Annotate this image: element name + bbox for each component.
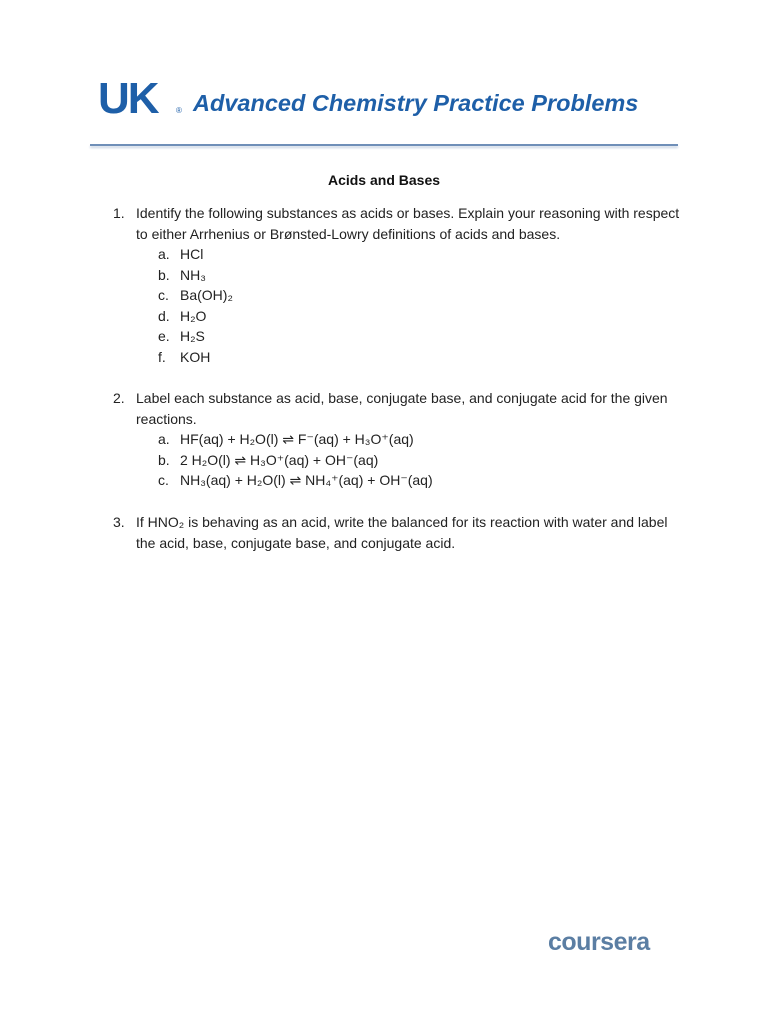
item-label: a.	[158, 431, 170, 447]
question-1	[113, 203, 683, 373]
item-label: b.	[158, 266, 170, 283]
page-title: Advanced Chemistry Practice Problems	[193, 90, 639, 116]
item-label: d.	[158, 307, 170, 324]
registered-mark: ®	[176, 106, 182, 115]
question-text: Identify the following substances as acids or bases. Explain your reasoning with respect to either Arrhenius or Brønsted-Lowry definitions of acids and bases.	[136, 205, 680, 242]
item-text: Ba(OH)₂	[180, 287, 233, 303]
question-3	[113, 512, 683, 557]
uk-logo	[98, 74, 182, 123]
item-label: f.	[158, 348, 166, 365]
item-text: H₂S	[180, 328, 205, 344]
question-number: 3.	[113, 514, 125, 530]
question-text: If HNO₂ is behaving as an acid, write the balanced for its reaction with water and label the acid, base, conjugate base, and conjugate acid.	[136, 514, 668, 551]
item-text: H₂O	[180, 307, 207, 324]
reaction-equation: NH₃(aq) + H₂O(l) ⇌ NH₄⁺(aq) + OH⁻(aq)	[180, 472, 433, 488]
uk-logo-text: UK	[98, 74, 158, 123]
reaction-equation: HF(aq) + H₂O(l) ⇌ F⁻(aq) + H₃O⁺(aq)	[180, 431, 414, 447]
item-label: c.	[158, 472, 169, 488]
item-label: e.	[158, 328, 170, 344]
item-label: a.	[158, 246, 170, 262]
coursera-logo: coursera	[548, 928, 650, 956]
reaction-equation: 2 H₂O(l) ⇌ H₃O⁺(aq) + OH⁻(aq)	[180, 451, 379, 468]
question-number: 1.	[113, 205, 125, 221]
item-text: HCl	[180, 246, 204, 262]
question-number: 2.	[113, 390, 125, 406]
header	[98, 74, 678, 124]
item-label: b.	[158, 451, 170, 468]
question-text: Label each substance as acid, base, conjugate base, and conjugate acid for the given reactions.	[136, 390, 668, 427]
item-label: c.	[158, 287, 169, 303]
question-2	[113, 388, 683, 498]
document-title: Acids and Bases	[327, 172, 441, 188]
header-divider	[90, 144, 678, 146]
item-text: KOH	[180, 348, 211, 365]
item-text: NH₃	[180, 266, 206, 283]
